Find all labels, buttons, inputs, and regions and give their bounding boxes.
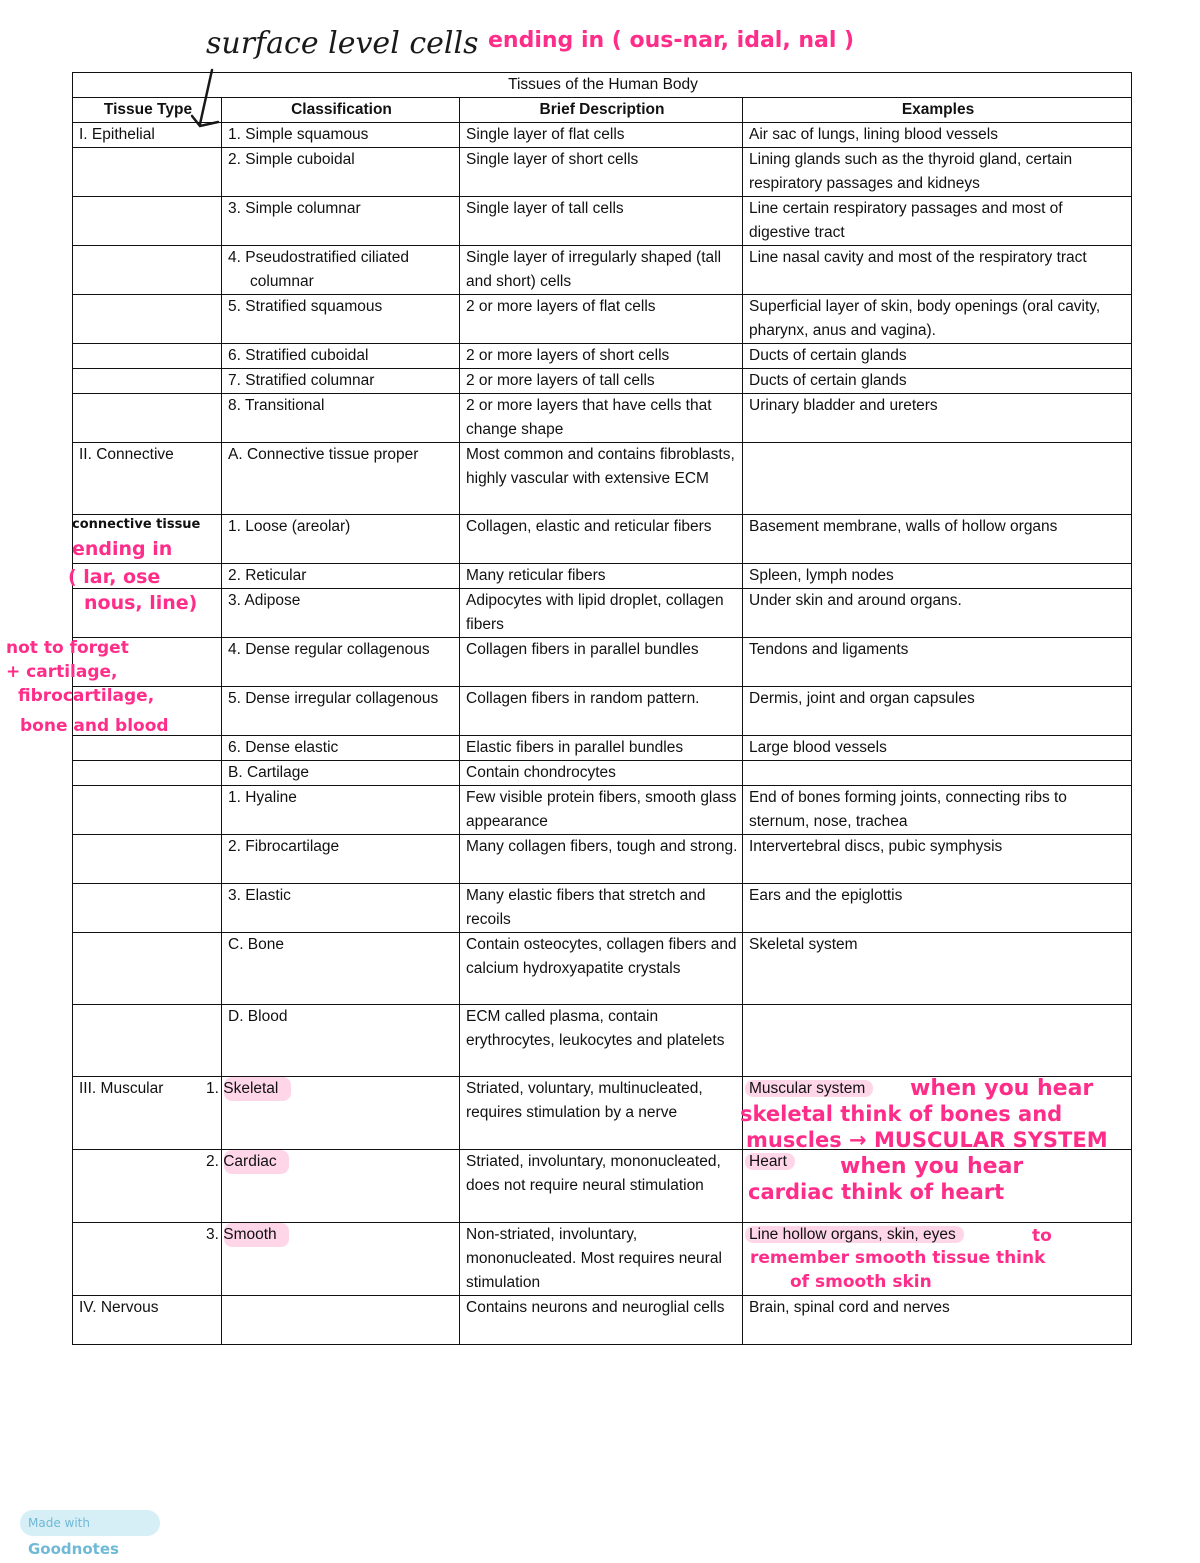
classification-cell bbox=[222, 344, 460, 369]
note-skeletal-3: muscles → MUSCULAR SYSTEM bbox=[746, 1128, 1108, 1152]
description-cell-text: Single layer of short cells bbox=[466, 151, 639, 168]
examples-cell bbox=[743, 344, 1132, 369]
header-examples: Examples bbox=[743, 98, 1132, 123]
tissue-type-cell bbox=[73, 1150, 222, 1223]
description-cell-text: Non-striated, involuntary, mononucleated. Most requires neural stimulation bbox=[466, 1226, 722, 1291]
description-cell bbox=[460, 736, 743, 761]
description-cell bbox=[460, 369, 743, 394]
examples-cell bbox=[743, 123, 1132, 148]
classification-cell bbox=[222, 148, 460, 197]
classification-cell-text: 1. Simple squamous bbox=[228, 126, 369, 143]
classification-cell bbox=[222, 589, 460, 638]
classification-cell bbox=[222, 197, 460, 246]
tissue-type-cell bbox=[73, 786, 222, 835]
classification-cell bbox=[222, 246, 460, 295]
examples-cell bbox=[743, 786, 1132, 835]
table-row bbox=[73, 394, 1132, 443]
description-cell-text: Many collagen fibers, tough and strong. bbox=[466, 838, 738, 855]
description-cell bbox=[460, 515, 743, 564]
classification-cell bbox=[222, 687, 460, 736]
description-cell-text: Most common and contains fibroblasts, highly vascular with extensive ECM bbox=[466, 446, 735, 487]
table-row bbox=[73, 197, 1132, 246]
description-cell bbox=[460, 933, 743, 1005]
table-row bbox=[73, 295, 1132, 344]
table-title-row bbox=[73, 73, 1132, 98]
table-row bbox=[73, 638, 1132, 687]
table-row bbox=[73, 148, 1132, 197]
examples-cell-text: Heart bbox=[745, 1153, 795, 1170]
examples-cell bbox=[743, 394, 1132, 443]
examples-cell-text: Air sac of lungs, lining blood vessels bbox=[749, 126, 998, 143]
description-cell bbox=[460, 761, 743, 786]
table-row bbox=[73, 369, 1132, 394]
examples-cell-text: Brain, spinal cord and nerves bbox=[749, 1299, 950, 1316]
examples-cell bbox=[743, 736, 1132, 761]
examples-cell-text: Ears and the epiglottis bbox=[749, 887, 903, 904]
classification-cell bbox=[206, 1223, 460, 1296]
tissue-type-cell bbox=[73, 246, 222, 295]
examples-cell-text: Ducts of certain glands bbox=[749, 347, 907, 364]
table-row bbox=[73, 515, 1132, 564]
table-title: Tissues of the Human Body bbox=[73, 73, 1132, 98]
classification-cell-text: 2. Fibrocartilage bbox=[228, 838, 340, 855]
tissue-type-cell bbox=[73, 1296, 222, 1345]
header-tissue-type: Tissue Type bbox=[73, 98, 222, 123]
description-cell bbox=[460, 148, 743, 197]
description-cell bbox=[460, 1005, 743, 1077]
table-row bbox=[73, 835, 1132, 884]
examples-cell bbox=[743, 638, 1132, 687]
classification-cell bbox=[222, 786, 460, 835]
description-cell-text: 2 or more layers of tall cells bbox=[466, 372, 655, 389]
description-cell-text: Single layer of irregularly shaped (tall and short) cells bbox=[466, 249, 722, 290]
tissue-type-cell-text: III. Muscular bbox=[79, 1080, 164, 1097]
description-cell bbox=[460, 1296, 743, 1345]
table-row bbox=[73, 933, 1132, 1005]
table-row bbox=[73, 761, 1132, 786]
tissue-type-cell-text: II. Connective bbox=[79, 446, 174, 463]
classification-cell bbox=[222, 369, 460, 394]
classification-cell bbox=[222, 123, 460, 148]
table-row bbox=[73, 786, 1132, 835]
classification-cell-text: 6. Stratified cuboidal bbox=[228, 347, 369, 364]
classification-cell bbox=[222, 1005, 460, 1077]
note-connective-tissue: connective tissue bbox=[72, 517, 201, 532]
tissue-type-cell-text: I. Epithelial bbox=[79, 126, 155, 143]
note-ending-in: ending in ( ous-nar, idal, nal ) bbox=[488, 28, 855, 53]
table-header-row bbox=[73, 98, 1132, 123]
classification-cell bbox=[222, 515, 460, 564]
examples-cell-text: Superficial layer of skin, body openings (oral cavity, pharynx, anus and vagina). bbox=[749, 298, 1101, 339]
examples-cell-text: Basement membrane, walls of hollow organs bbox=[749, 518, 1058, 535]
tissue-type-cell bbox=[73, 369, 222, 394]
description-cell-text: Adipocytes with lipid droplet, collagen fibers bbox=[466, 592, 724, 633]
classification-cell-text: C. Bone bbox=[228, 936, 285, 953]
examples-cell bbox=[743, 295, 1132, 344]
classification-cell bbox=[222, 394, 460, 443]
examples-cell-text: Skeletal system bbox=[749, 936, 858, 953]
table-row bbox=[73, 1005, 1132, 1077]
note-smooth-1: to bbox=[1032, 1226, 1052, 1246]
description-cell-text: Contains neurons and neuroglial cells bbox=[466, 1299, 725, 1316]
description-cell-text: Contain chondrocytes bbox=[466, 764, 616, 781]
tissue-type-cell bbox=[73, 344, 222, 369]
note-cardiac-2: cardiac think of heart bbox=[748, 1180, 1005, 1204]
examples-cell bbox=[743, 1296, 1132, 1345]
description-cell-text: Single layer of tall cells bbox=[466, 200, 624, 217]
classification-cell-text: 4. Pseudostratified ciliated columnar bbox=[228, 249, 409, 290]
classification-cell bbox=[222, 295, 460, 344]
examples-cell-text: Dermis, joint and organ capsules bbox=[749, 690, 975, 707]
description-cell bbox=[460, 687, 743, 736]
examples-cell bbox=[743, 835, 1132, 884]
table-row bbox=[73, 736, 1132, 761]
examples-cell bbox=[743, 369, 1132, 394]
table-row bbox=[73, 1296, 1132, 1345]
examples-cell-text: Ducts of certain glands bbox=[749, 372, 907, 389]
examples-cell bbox=[743, 589, 1132, 638]
classification-cell-text: 3. Elastic bbox=[228, 887, 291, 904]
classification-cell bbox=[222, 835, 460, 884]
examples-cell-text: Intervertebral discs, pubic symphysis bbox=[749, 838, 1003, 855]
description-cell-text: Elastic fibers in parallel bundles bbox=[466, 739, 684, 756]
header-brief-description: Brief Description bbox=[460, 98, 743, 123]
examples-cell-text: Under skin and around organs. bbox=[749, 592, 962, 609]
tissue-type-cell bbox=[73, 761, 222, 786]
description-cell-text: Few visible protein fibers, smooth glass appearance bbox=[466, 789, 737, 830]
classification-cell-text: B. Cartilage bbox=[228, 764, 309, 781]
tissue-type-cell bbox=[73, 1077, 222, 1150]
table-row bbox=[73, 564, 1132, 589]
description-cell bbox=[460, 246, 743, 295]
tissue-type-cell bbox=[73, 933, 222, 1005]
note-skeletal-2: skeletal think of bones and bbox=[740, 1102, 1063, 1126]
description-cell-text: Striated, involuntary, mononucleated, does not require neural stimulation bbox=[466, 1153, 721, 1194]
classification-cell-text: 2. Simple cuboidal bbox=[228, 151, 355, 168]
classification-cell bbox=[206, 1077, 460, 1150]
description-cell-text: Collagen fibers in parallel bundles bbox=[466, 641, 699, 658]
description-cell bbox=[460, 1077, 743, 1150]
description-cell-text: Contain osteocytes, collagen fibers and calcium hydroxyapatite crystals bbox=[466, 936, 737, 977]
description-cell bbox=[460, 394, 743, 443]
description-cell bbox=[460, 835, 743, 884]
classification-cell-text: A. Connective tissue proper bbox=[228, 446, 419, 463]
examples-cell-text: Urinary bladder and ureters bbox=[749, 397, 938, 414]
note-surface-level-cells: surface level cells bbox=[206, 26, 479, 61]
tissue-type-cell bbox=[73, 148, 222, 197]
examples-cell bbox=[743, 933, 1132, 1005]
description-cell bbox=[460, 638, 743, 687]
note-not-forget-1: not to forget bbox=[6, 638, 129, 658]
classification-cell-text: 4. Dense regular collagenous bbox=[228, 641, 430, 658]
note-conn-ending-1: ending in bbox=[72, 538, 173, 560]
classification-cell-text: 5. Dense irregular collagenous bbox=[228, 690, 439, 707]
classification-cell-text: D. Blood bbox=[228, 1008, 288, 1025]
description-cell-text: Single layer of flat cells bbox=[466, 126, 625, 143]
classification-cell bbox=[222, 564, 460, 589]
examples-cell bbox=[743, 687, 1132, 736]
table-row bbox=[73, 443, 1132, 515]
classification-cell-text: 5. Stratified squamous bbox=[228, 298, 383, 315]
description-cell-text: 2 or more layers of short cells bbox=[466, 347, 670, 364]
note-not-forget-3: fibrocartilage, bbox=[18, 686, 155, 706]
examples-cell bbox=[743, 246, 1132, 295]
description-cell bbox=[460, 344, 743, 369]
description-cell-text: ECM called plasma, contain erythrocytes, leukocytes and platelets bbox=[466, 1008, 725, 1049]
note-conn-ending-2: ( lar, ose bbox=[68, 566, 161, 588]
classification-cell-text: 1. Skeletal bbox=[224, 1077, 291, 1101]
note-skeletal-1: when you hear bbox=[910, 1076, 1094, 1101]
examples-cell bbox=[743, 148, 1132, 197]
classification-cell-text: 8. Transitional bbox=[228, 397, 325, 414]
description-cell bbox=[460, 564, 743, 589]
tissue-type-cell bbox=[73, 295, 222, 344]
classification-cell bbox=[222, 736, 460, 761]
description-cell-text: Striated, voluntary, multinucleated, requires stimulation by a nerve bbox=[466, 1080, 703, 1121]
examples-cell bbox=[743, 197, 1132, 246]
goodnotes-badge bbox=[20, 1510, 160, 1558]
classification-cell-text: 1. Hyaline bbox=[228, 789, 297, 806]
examples-cell-text: Muscular system bbox=[745, 1080, 873, 1097]
examples-cell bbox=[743, 761, 1132, 786]
examples-cell-text: Spleen, lymph nodes bbox=[749, 567, 894, 584]
tissue-type-cell bbox=[73, 736, 222, 761]
examples-cell bbox=[743, 443, 1132, 515]
description-cell bbox=[460, 197, 743, 246]
tissue-type-cell bbox=[73, 123, 222, 148]
tissue-type-cell bbox=[73, 1005, 222, 1077]
examples-cell-text: Lining glands such as the thyroid gland, certain respiratory passages and kidneys bbox=[749, 151, 1073, 192]
classification-cell-text: 6. Dense elastic bbox=[228, 739, 339, 756]
examples-cell bbox=[743, 564, 1132, 589]
table-row bbox=[73, 687, 1132, 736]
description-cell-text: 2 or more layers of flat cells bbox=[466, 298, 656, 315]
table-row bbox=[73, 344, 1132, 369]
tissue-type-cell bbox=[73, 443, 222, 515]
description-cell-text: Collagen, elastic and reticular fibers bbox=[466, 518, 712, 535]
description-cell bbox=[460, 295, 743, 344]
table-row bbox=[73, 884, 1132, 933]
description-cell bbox=[460, 1150, 743, 1223]
table-row bbox=[73, 246, 1132, 295]
tissue-type-cell bbox=[73, 394, 222, 443]
header-classification: Classification bbox=[222, 98, 460, 123]
examples-cell bbox=[743, 1005, 1132, 1077]
classification-cell-text: 3. Smooth bbox=[224, 1223, 289, 1247]
tissue-type-cell bbox=[73, 835, 222, 884]
note-conn-ending-3: nous, line) bbox=[84, 592, 198, 614]
description-cell bbox=[460, 884, 743, 933]
goodnotes-logo: Goodnotes bbox=[28, 1540, 119, 1558]
table-row bbox=[73, 123, 1132, 148]
description-cell bbox=[460, 1223, 743, 1296]
classification-cell-text: 2. Reticular bbox=[228, 567, 307, 584]
classification-cell bbox=[222, 933, 460, 1005]
classification-cell-text: 3. Adipose bbox=[228, 592, 301, 609]
classification-cell bbox=[222, 761, 460, 786]
table-row bbox=[73, 589, 1132, 638]
examples-cell-text: Tendons and ligaments bbox=[749, 641, 909, 658]
note-cardiac-1: when you hear bbox=[840, 1154, 1024, 1179]
examples-cell-text: Line certain respiratory passages and most of digestive tract bbox=[749, 200, 1063, 241]
made-with-label: Made with bbox=[28, 1516, 90, 1530]
classification-cell-text: 2. Cardiac bbox=[224, 1150, 289, 1174]
examples-cell-text: Large blood vessels bbox=[749, 739, 887, 756]
examples-cell bbox=[743, 884, 1132, 933]
examples-cell-text: End of bones forming joints, connecting ribs to sternum, nose, trachea bbox=[749, 789, 1067, 830]
tissue-type-cell bbox=[73, 197, 222, 246]
description-cell-text: 2 or more layers that have cells that change shape bbox=[466, 397, 712, 438]
tissue-type-cell bbox=[73, 884, 222, 933]
classification-cell bbox=[222, 443, 460, 515]
note-not-forget-2: + cartilage, bbox=[6, 662, 118, 682]
tissue-type-cell bbox=[73, 1223, 222, 1296]
note-smooth-3: of smooth skin bbox=[790, 1272, 932, 1292]
description-cell bbox=[460, 443, 743, 515]
description-cell-text: Collagen fibers in random pattern. bbox=[466, 690, 700, 707]
tissue-type-cell-text: IV. Nervous bbox=[79, 1299, 159, 1316]
examples-cell-text: Line hollow organs, skin, eyes bbox=[745, 1226, 964, 1243]
classification-cell bbox=[222, 638, 460, 687]
description-cell bbox=[460, 786, 743, 835]
classification-cell-text: 3. Simple columnar bbox=[228, 200, 361, 217]
examples-cell-text: Line nasal cavity and most of the respiratory tract bbox=[749, 249, 1087, 266]
description-cell bbox=[460, 123, 743, 148]
classification-cell-text: 1. Loose (areolar) bbox=[228, 518, 351, 535]
description-cell bbox=[460, 589, 743, 638]
classification-cell-text: 7. Stratified columnar bbox=[228, 372, 375, 389]
description-cell-text: Many reticular fibers bbox=[466, 567, 606, 584]
examples-cell bbox=[743, 515, 1132, 564]
note-smooth-2: remember smooth tissue think bbox=[750, 1248, 1046, 1268]
note-not-forget-4: bone and blood bbox=[20, 716, 169, 736]
classification-cell bbox=[206, 1150, 460, 1223]
classification-cell bbox=[222, 1296, 460, 1345]
classification-cell bbox=[222, 884, 460, 933]
description-cell-text: Many elastic fibers that stretch and recoils bbox=[466, 887, 706, 928]
